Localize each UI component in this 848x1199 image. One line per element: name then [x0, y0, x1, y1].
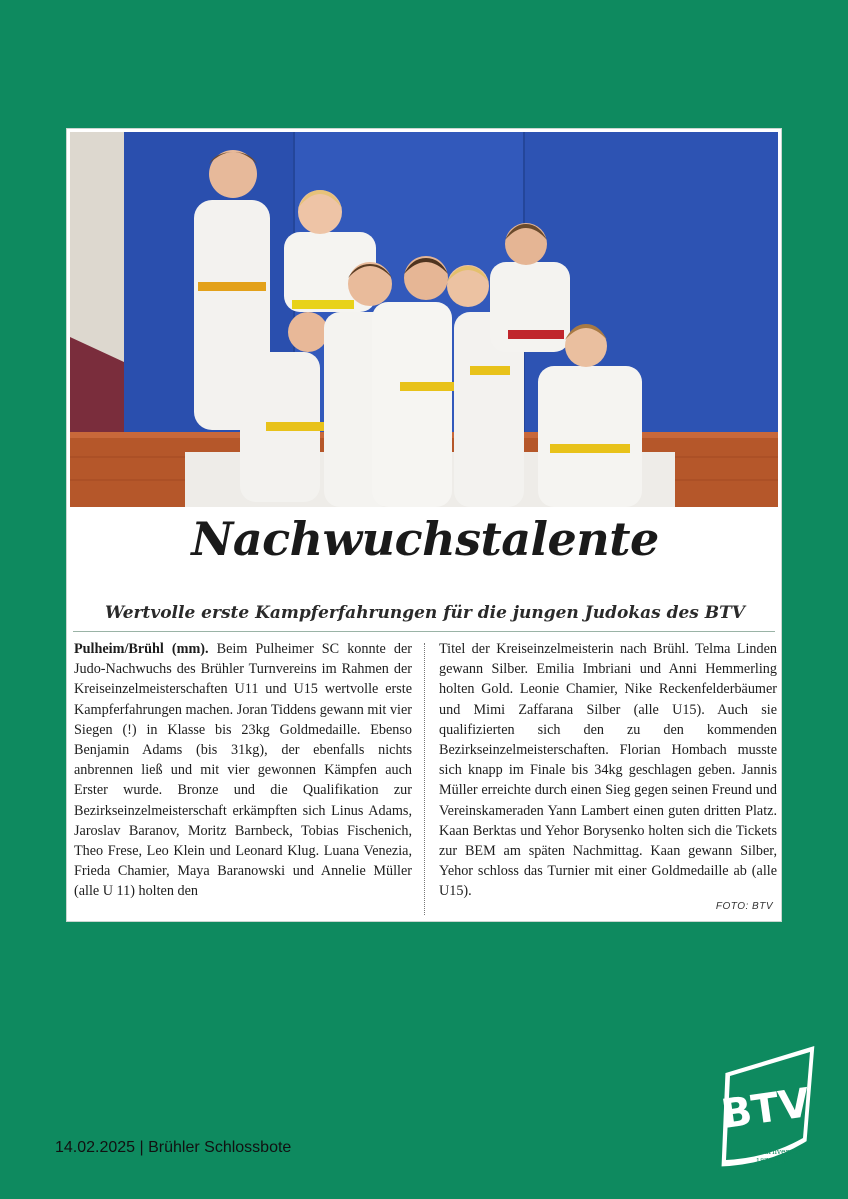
- photo-credit: FOTO: BTV: [715, 901, 773, 912]
- logo-year: 1879 e. V.: [755, 1157, 789, 1165]
- logo-letters: BTV: [718, 1080, 813, 1138]
- article-headline: Nachwuchstalente: [191, 512, 659, 566]
- newspaper-clipping: [66, 128, 782, 922]
- headline-rule: [73, 631, 775, 632]
- judo-group-photo: [70, 132, 778, 507]
- article-column-1: [74, 639, 412, 902]
- article-dateline: Pulheim/Brühl (mm).: [74, 641, 209, 657]
- article-column-1-text: Beim Pulheimer SC konnte der Judo-Nachwuchs des Brühler Turnvereins im Rahmen der Kreiseinzelmeisterschaften U11 und U15 wertvolle erste Kampferfahrungen machen. Joran Tiddens gewann mit vier Siegen (!) in Klasse bis 23kg Goldmedaille. Ebenso Benjamin Adams (bis 31kg), der ebenfalls nichts anbrennen ließ und mit vier gewonnen Kämpfen auch Erster wurde. Bronze und die Qualifikation zur Bezirkseinzelmeisterschaft erkämpften sich Linus Adams, Jaroslav Baranov, Moritz Barnbeck, Tobias Fischenich, Theo Frese, Leo Klein und Leonard Klug. Luana Venezia, Frieda Chamier, Maya Baranowski und Annelie Müller (alle U 11) holten den: [74, 641, 412, 900]
- footer-dateline: 14.02.2025 | Brühler Schlossbote: [55, 1139, 292, 1156]
- article-subheadline: Wertvolle erste Kampferfahrungen für die jungen Judokas des BTV: [104, 603, 745, 623]
- btv-logo: [716, 1042, 824, 1172]
- column-divider: [424, 643, 425, 915]
- article-column-2: [439, 639, 777, 902]
- logo-club-name: Brühler Turnverein: [727, 1147, 801, 1156]
- article-column-2-text: Titel der Kreiseinzelmeisterin nach Brühl. Telma Linden gewann Silber. Emilia Imbriani und Anni Hemmerling holten Gold. Leonie Chamier, Nike Reckenfelderbäumer und Mimi Zaffarana Silber (alle U15). Auch sie qualifizierten sich den zu den kommenden Bezirkseinzelmeisterschaften. Florian Hombach musste sich knapp im Finale bis 34kg geschlagen geben. Jannis Müller erreichte durch einen Sieg gegen seinen Freund und Vereinskameraden Yann Lambert einen guten dritten Platz. Kaan Berktas und Yehor Borysenko holten sich die Tickets zur BEM am späten Nachmittag. Kaan gewann Silber, Yehor schloss das Turnier mit einer Goldmedaille ab (alle U15).: [439, 641, 777, 900]
